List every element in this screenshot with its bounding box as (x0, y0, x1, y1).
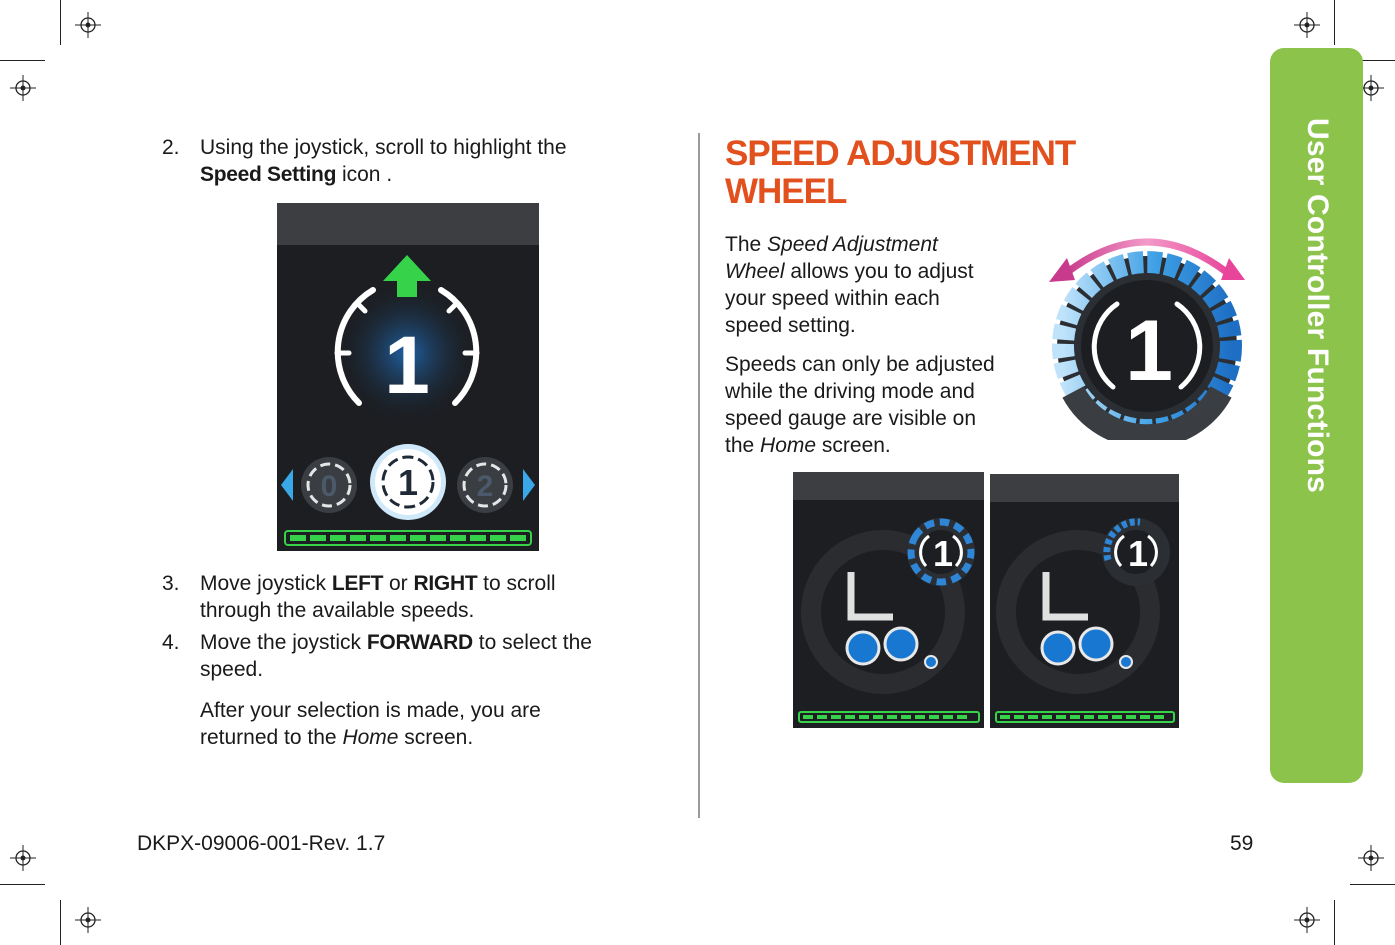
battery-gauge (285, 531, 531, 545)
scroll-left-arrow-icon (281, 469, 293, 501)
step-text: speed. (200, 658, 264, 681)
mini-speed-gauge (1102, 518, 1170, 586)
column-divider (698, 133, 700, 818)
speed-setting-screen (277, 203, 539, 551)
speed-option-label: 0 (320, 470, 338, 503)
step-text: Using the joystick, scroll to highlight the (200, 136, 567, 159)
note-italic: Home (342, 726, 399, 749)
heading-line: WHEEL (725, 172, 847, 211)
para-text: allows you to adjust (784, 260, 974, 283)
para-text: speed gauge are visible on (725, 407, 977, 430)
wheelchair-icon (1042, 572, 1132, 668)
step-keyword: LEFT (331, 572, 384, 595)
adjustment-wheel-graphic (1045, 222, 1250, 440)
registration-mark-icon (1294, 12, 1320, 38)
footer-page-number: 59 (1230, 832, 1254, 855)
registration-mark-icon (10, 845, 36, 871)
mini-gauge-value: 1 (932, 533, 954, 574)
para-text: speed setting. (725, 314, 856, 337)
heading-line: SPEED ADJUSTMENT (725, 134, 1076, 173)
battery-gauge (799, 712, 979, 722)
mini-speed-gauge (900, 511, 982, 593)
note-paragraph (725, 351, 1045, 459)
note-text: screen. (398, 726, 474, 749)
wheelchair-icon (847, 572, 937, 668)
step-3 (162, 570, 682, 624)
para-text: Speeds can only be adjusted (725, 353, 995, 376)
para-italic: Speed Adjustment (767, 233, 938, 256)
chapter-side-tab (1270, 48, 1363, 783)
speed-adjustment-wheel-illustration (1045, 222, 1250, 440)
step-keyword: FORWARD (366, 631, 473, 654)
speed-option-label: 2 (476, 470, 494, 503)
after-selection-note (200, 697, 680, 751)
registration-mark-icon (1294, 907, 1320, 933)
chapter-tab-label: User Controller Functions (1301, 118, 1334, 494)
registration-mark-icon (75, 12, 101, 38)
step-text: icon . (336, 163, 393, 186)
step-number: 3. (162, 572, 180, 595)
speed-option-1-selected (370, 444, 446, 520)
note-text: After your selection is made, you are (200, 699, 541, 722)
main-gauge-value: 1 (384, 320, 430, 411)
step-text: to select the (472, 631, 592, 654)
battery-gauge (996, 712, 1174, 722)
speed-option-label: 1 (397, 462, 419, 503)
para-italic: Wheel (725, 260, 785, 283)
home-screen-2 (990, 474, 1179, 728)
step-text: or (383, 572, 414, 595)
step-text: Move joystick (200, 572, 332, 595)
scroll-right-arrow-icon (523, 469, 535, 501)
footer-document-id: DKPX-09006-001-Rev. 1.7 (137, 832, 386, 855)
step-4 (162, 629, 682, 683)
para-text: your speed within each (725, 287, 940, 310)
speed-option-2 (457, 457, 513, 513)
speed-setting-screen-graphic (277, 203, 539, 551)
step-number: 4. (162, 631, 180, 654)
section-heading (725, 135, 1225, 211)
step-text: Move the joystick (200, 631, 367, 654)
step-text: through the available speeds. (200, 599, 475, 622)
registration-mark-icon (10, 75, 36, 101)
step-keyword: Speed Setting (200, 163, 337, 186)
home-screen-1 (793, 472, 984, 728)
step-2 (162, 134, 682, 188)
para-text: screen. (816, 434, 891, 457)
para-text: while the driving mode and (725, 380, 975, 403)
step-number: 2. (162, 136, 180, 159)
registration-mark-icon (1358, 845, 1384, 871)
para-italic: Home (760, 434, 817, 457)
home-screen-graphic (793, 472, 984, 728)
para-text: the (725, 434, 761, 457)
step-text: to scroll (477, 572, 556, 595)
note-text: returned to the (200, 726, 343, 749)
mini-gauge-value: 1 (1127, 533, 1149, 574)
wheel-value: 1 (1125, 303, 1173, 399)
para-text: The (725, 233, 768, 256)
step-keyword: RIGHT (413, 572, 478, 595)
intro-paragraph (725, 231, 1045, 339)
home-screen-graphic (990, 474, 1179, 728)
registration-mark-icon (75, 907, 101, 933)
speed-option-0 (301, 457, 357, 513)
